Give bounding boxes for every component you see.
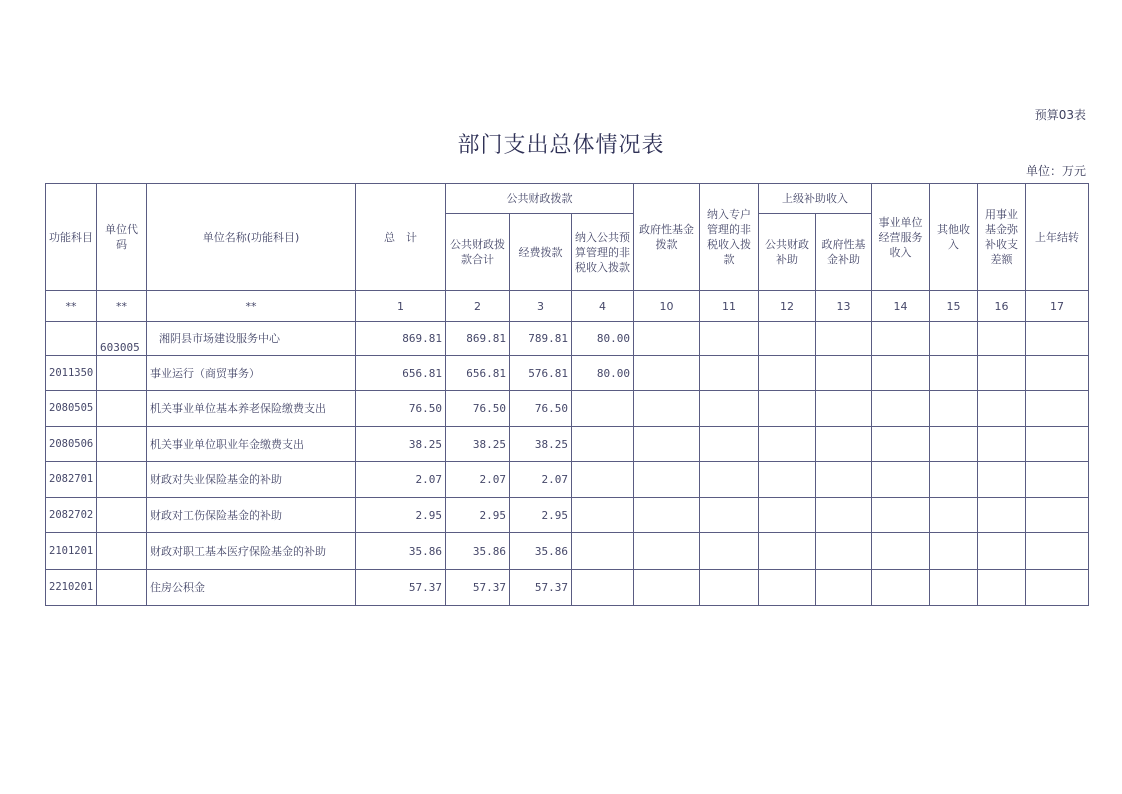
col-special-nontax: 纳入专户管理的非税收入拨款 [700,184,759,291]
pf-total-cell: 38.25 [446,427,510,462]
empty-cell [816,356,872,391]
col-total: 总 计 [356,184,446,291]
index-cell: 17 [1026,291,1089,322]
col-func-code: 功能科目 [46,184,97,291]
unit-name-cell: 住房公积金 [147,570,356,606]
unit-name-cell: 机关事业单位职业年金缴费支出 [147,427,356,462]
index-cell: 15 [930,291,978,322]
empty-cell [930,427,978,462]
col-unit-name: 单位名称(功能科目) [147,184,356,291]
empty-cell [759,322,816,356]
unit-code-cell [97,533,147,570]
expenditure-table [45,183,1089,606]
pf-nontax-cell: 80.00 [572,356,634,391]
empty-cell [978,391,1026,427]
pf-total-cell: 35.86 [446,533,510,570]
empty-cell [872,356,930,391]
pf-funds-cell: 2.95 [510,498,572,533]
pf-nontax-cell [572,462,634,498]
empty-cell [700,322,759,356]
empty-cell [1026,427,1089,462]
unit-name-cell: 财政对工伤保险基金的补助 [147,498,356,533]
empty-cell [872,570,930,606]
empty-cell [978,533,1026,570]
empty-cell [1026,356,1089,391]
pf-funds-cell: 789.81 [510,322,572,356]
index-cell: 12 [759,291,816,322]
col-sup-gov: 政府性基金补助 [816,214,872,291]
func-code-cell: 2210201 [46,570,97,606]
empty-cell [634,391,700,427]
col-pf-funds: 经费拨款 [510,214,572,291]
index-cell: 11 [700,291,759,322]
index-cell: 2 [446,291,510,322]
unit-name-cell: 湘阴县市场建设服务中心 [147,322,356,356]
empty-cell [759,533,816,570]
empty-cell [700,356,759,391]
empty-cell [700,427,759,462]
total-cell: 57.37 [356,570,446,606]
header-row-1 [46,184,1089,214]
empty-cell [872,498,930,533]
empty-cell [634,570,700,606]
index-cell: 1 [356,291,446,322]
total-cell: 35.86 [356,533,446,570]
pf-total-cell: 76.50 [446,391,510,427]
col-unit-code: 单位代码 [97,184,147,291]
table-row [46,356,1089,391]
index-cell: 10 [634,291,700,322]
empty-cell [816,391,872,427]
table-row [46,391,1089,427]
pf-nontax-cell [572,427,634,462]
form-number: 预算03表 [1034,108,1086,122]
empty-cell [930,533,978,570]
pf-nontax-cell [572,498,634,533]
empty-cell [816,462,872,498]
unit-code-cell [97,462,147,498]
func-code-cell: 2082702 [46,498,97,533]
pf-funds-cell: 76.50 [510,391,572,427]
col-operating: 事业单位经营服务收入 [872,184,930,291]
empty-cell [872,391,930,427]
func-code-cell: 2101201 [46,533,97,570]
index-cell: 14 [872,291,930,322]
empty-cell [759,570,816,606]
col-public-finance: 公共财政拨款 [446,184,634,214]
unit-name-cell: 机关事业单位基本养老保险缴费支出 [147,391,356,427]
index-cell: 4 [572,291,634,322]
empty-cell [872,427,930,462]
empty-cell [759,462,816,498]
col-other: 其他收入 [930,184,978,291]
empty-cell [816,498,872,533]
empty-cell [1026,391,1089,427]
index-row [46,291,1089,322]
pf-total-cell: 869.81 [446,322,510,356]
col-carryover: 上年结转 [1026,184,1089,291]
empty-cell [816,533,872,570]
table-row [46,427,1089,462]
empty-cell [1026,570,1089,606]
empty-cell [1026,498,1089,533]
empty-cell [1026,322,1089,356]
empty-cell [930,570,978,606]
table-row [46,462,1089,498]
empty-cell [700,462,759,498]
col-gov-fund: 政府性基金拨款 [634,184,700,291]
empty-cell [978,322,1026,356]
empty-cell [978,427,1026,462]
col-pf-nontax: 纳入公共预算管理的非税收入拨款 [572,214,634,291]
pf-funds-cell: 576.81 [510,356,572,391]
empty-cell [816,427,872,462]
index-cell: ** [147,291,356,322]
pf-funds-cell: 38.25 [510,427,572,462]
empty-cell [700,391,759,427]
total-cell: 76.50 [356,391,446,427]
table-row [46,322,1089,356]
func-code-cell: 2080506 [46,427,97,462]
col-superior: 上级补助收入 [759,184,872,214]
empty-cell [1026,462,1089,498]
empty-cell [930,356,978,391]
empty-cell [634,498,700,533]
empty-cell [759,498,816,533]
empty-cell [872,462,930,498]
total-cell: 869.81 [356,322,446,356]
empty-cell [978,498,1026,533]
empty-cell [978,356,1026,391]
empty-cell [700,498,759,533]
empty-cell [759,356,816,391]
index-cell: ** [46,291,97,322]
table-row [46,533,1089,570]
empty-cell [634,533,700,570]
pf-funds-cell: 2.07 [510,462,572,498]
unit-code-cell [97,498,147,533]
empty-cell [634,322,700,356]
unit-code-cell [97,391,147,427]
index-cell: ** [97,291,147,322]
empty-cell [759,427,816,462]
pf-total-cell: 2.07 [446,462,510,498]
empty-cell [978,570,1026,606]
empty-cell [930,322,978,356]
total-cell: 2.95 [356,498,446,533]
pf-nontax-cell: 80.00 [572,322,634,356]
pf-nontax-cell [572,533,634,570]
empty-cell [930,498,978,533]
total-cell: 38.25 [356,427,446,462]
func-code-cell: 2080505 [46,391,97,427]
col-fund-offset: 用事业基金弥补收支差额 [978,184,1026,291]
func-code-cell: 2011350 [46,356,97,391]
unit-name-cell: 事业运行（商贸事务） [147,356,356,391]
table-row [46,498,1089,533]
func-code-cell: 2082701 [46,462,97,498]
empty-cell [930,462,978,498]
unit-name-cell: 财政对职工基本医疗保险基金的补助 [147,533,356,570]
empty-cell [634,462,700,498]
empty-cell [872,322,930,356]
pf-funds-cell: 57.37 [510,570,572,606]
empty-cell [634,427,700,462]
pf-total-cell: 2.95 [446,498,510,533]
total-cell: 656.81 [356,356,446,391]
pf-total-cell: 57.37 [446,570,510,606]
pf-nontax-cell [572,391,634,427]
empty-cell [816,322,872,356]
empty-cell [1026,533,1089,570]
index-cell: 16 [978,291,1026,322]
unit-label: 单位：万元 [1025,164,1086,178]
total-cell: 2.07 [356,462,446,498]
empty-cell [872,533,930,570]
empty-cell [634,356,700,391]
pf-nontax-cell [572,570,634,606]
unit-code-cell: 603005 [97,322,147,356]
index-cell: 13 [816,291,872,322]
unit-code-cell [97,570,147,606]
page-title: 部门支出总体情况表 [457,133,665,158]
col-pf-total: 公共财政拨款合计 [446,214,510,291]
index-cell: 3 [510,291,572,322]
table-row [46,570,1089,606]
empty-cell [816,570,872,606]
empty-cell [700,570,759,606]
col-sup-public: 公共财政补助 [759,214,816,291]
pf-total-cell: 656.81 [446,356,510,391]
empty-cell [759,391,816,427]
unit-code-cell [97,356,147,391]
unit-code-cell [97,427,147,462]
empty-cell [700,533,759,570]
unit-name-cell: 财政对失业保险基金的补助 [147,462,356,498]
func-code-cell [46,322,97,356]
empty-cell [930,391,978,427]
pf-funds-cell: 35.86 [510,533,572,570]
empty-cell [978,462,1026,498]
